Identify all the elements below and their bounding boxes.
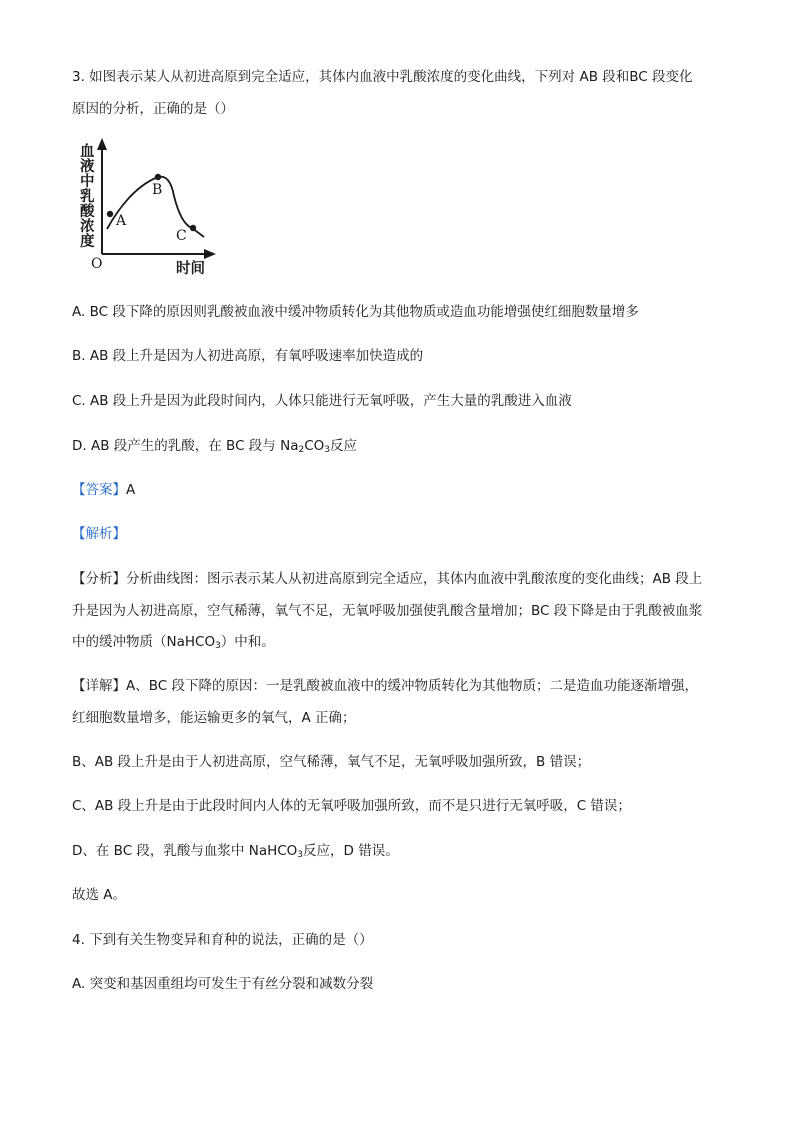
fenxi-line2: 升是因为人初进高原，空气稀薄，氧气不足，无氧呼吸加强使乳酸含量增加；BC 段下降是由于乳酸被血浆 xyxy=(72,603,703,619)
x-axis-label: 时间 xyxy=(176,261,205,277)
detail-d-end: 反应，D 错误。 xyxy=(303,843,399,859)
y-axis-label-char: 度 xyxy=(80,234,95,250)
xiangjie-line1 xyxy=(72,677,698,695)
point-a-label: A xyxy=(116,213,127,229)
q3-stem-line2: 原因的分析，正确的是（） xyxy=(72,101,234,117)
na-subscript: 2 xyxy=(298,445,305,455)
fenxi-text3-end: ）中和。 xyxy=(220,634,275,650)
y-axis-label-char: 中 xyxy=(80,174,95,190)
point-a-marker xyxy=(107,211,113,217)
detail-d-subscript: 3 xyxy=(297,850,304,860)
q3-option-a: A. BC 段下降的原因则乳酸被血液中缓冲物质转化为其他物质或造血功能增强使红细胞数量增多 xyxy=(72,304,639,320)
answer-value: A xyxy=(126,482,136,498)
y-axis-label xyxy=(80,142,95,250)
point-b-label: B xyxy=(152,182,163,198)
detail-d xyxy=(72,842,399,864)
co-text: CO xyxy=(304,438,325,454)
q4-stem: 4. 下到有关生物变异和育种的说法，正确的是（） xyxy=(72,932,373,948)
y-axis-label-char: 血 xyxy=(80,144,95,160)
q3-option-b: B. AB 段上升是因为人初进高原，有氧呼吸速率加快造成的 xyxy=(72,348,424,364)
detail-b: B、AB 段上升是由于人初进高原，空气稀薄，氧气不足，无氧呼吸加强所致，B 错误； xyxy=(72,754,591,770)
fenxi-text1: 分析曲线图：图示表示某人从初进高原到完全适应，其体内血液中乳酸浓度的变化曲线；AB 段上 xyxy=(126,571,703,587)
fenxi-line1 xyxy=(72,570,702,588)
conclusion: 故选 A。 xyxy=(72,887,127,903)
fenxi-line3 xyxy=(72,633,275,655)
q4-option-a: A. 突变和基因重组均可发生于有丝分裂和减数分裂 xyxy=(72,976,374,992)
fenxi-text3: 中的缓冲物质（NaHCO xyxy=(72,634,216,650)
fenxi-tag: 【分析】 xyxy=(72,571,126,587)
detail-c: C、AB 段上升是由于此段时间内人体的无氧呼吸加强所致，而不是只进行无氧呼吸，C 错误； xyxy=(72,798,631,814)
y-axis-label-char: 液 xyxy=(80,159,95,175)
xiangjie-tag: 【详解】 xyxy=(72,678,126,694)
q3-option-d-end: 反应 xyxy=(330,438,357,454)
point-c-label: C xyxy=(176,228,187,244)
xiangjie-line2: 红细胞数量增多，能运输更多的氧气，A 正确； xyxy=(72,710,356,726)
answer-tag: 【答案】 xyxy=(72,482,126,498)
y-axis-arrow xyxy=(97,138,107,150)
q3-option-c: C. AB 段上升是因为此段时间内，人体只能进行无氧呼吸，产生大量的乳酸进入血液 xyxy=(72,393,572,409)
q3-option-d xyxy=(72,437,357,459)
x-axis-arrow xyxy=(204,249,216,259)
y-axis-label-char: 酸 xyxy=(80,204,95,220)
point-b-marker xyxy=(155,174,161,180)
xiangjie-text1: A、BC 段下降的原因：一是乳酸被血液中的缓冲物质转化为其他物质；二是造血功能逐渐增强， xyxy=(126,678,698,694)
lactate-curve-figure xyxy=(80,136,220,278)
q3-stem-line1: 3. 如图表示某人从初进高原到完全适应，其体内血液中乳酸浓度的变化曲线，下列对 AB 段和BC 段变化 xyxy=(72,69,693,85)
q3-option-d-text: D. AB 段产生的乳酸，在 BC 段与 Na xyxy=(72,438,299,454)
y-axis-label-char: 浓 xyxy=(80,219,95,235)
analysis-tag: 【解析】 xyxy=(72,526,126,542)
answer-line xyxy=(72,481,135,499)
co3-subscript: 3 xyxy=(324,445,330,455)
detail-d-text: D、在 BC 段，乳酸与血浆中 NaHCO xyxy=(72,843,298,859)
y-axis-label-char: 乳 xyxy=(80,189,95,205)
point-c-marker xyxy=(190,225,196,231)
origin-label: O xyxy=(91,256,103,272)
nahco3-subscript: 3 xyxy=(215,641,221,651)
